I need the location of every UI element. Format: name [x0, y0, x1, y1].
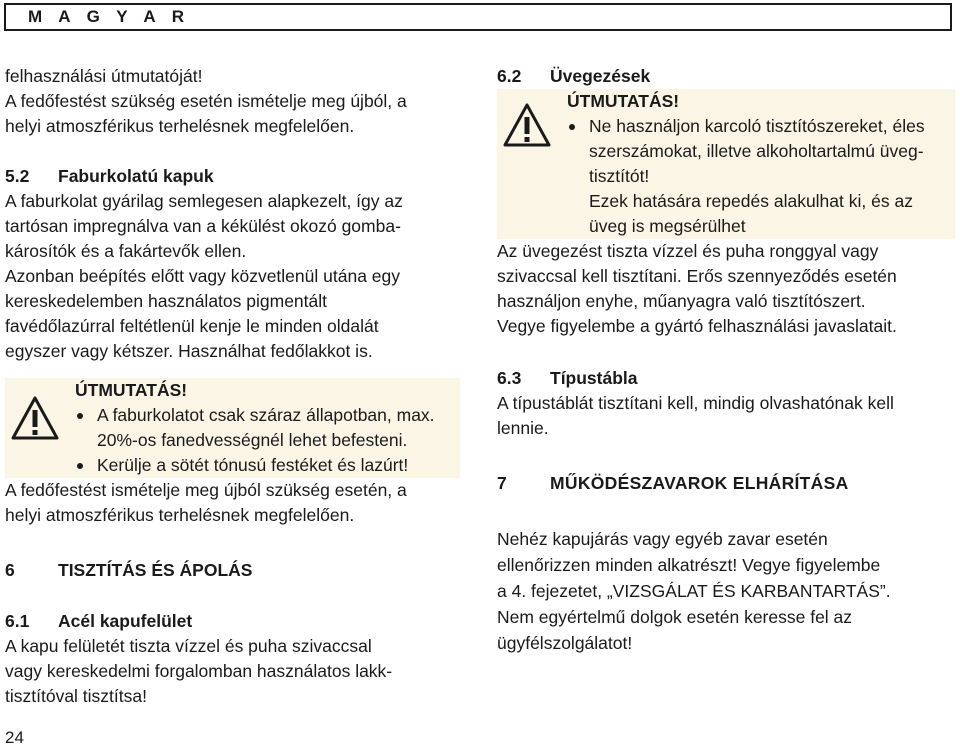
section-6-2-heading: [497, 64, 955, 89]
warning-bullet: Kerülje a sötét tónusú festéket és lazúrt!: [75, 453, 460, 478]
left-column: [5, 64, 460, 709]
section-6-3-heading: [497, 366, 955, 391]
language-header: [4, 3, 952, 31]
language-label: M A G Y A R: [28, 7, 191, 26]
intro-line: A fedőfestést szükség esetén ismételje meg újból, a: [5, 91, 407, 111]
section-7-heading: [497, 471, 955, 496]
warning-bullet: A faburkolatot csak száraz állapotban, max.: [75, 403, 460, 428]
section-number: 6: [5, 560, 15, 580]
section-title: Típustábla: [550, 368, 638, 388]
section-title: Acél kapufelület: [58, 611, 193, 631]
paragraph-line: lennie.: [497, 418, 549, 438]
paragraph-line: károsítók és a fakártevők ellen.: [5, 241, 247, 261]
paragraph-line: Az üvegezést tiszta vízzel és puha ronggyal vagy: [497, 241, 879, 261]
section-title: Faburkolatú kapuk: [58, 166, 214, 186]
paragraph-line: A fedőfestést ismételje meg újból szükség esetén, a: [5, 480, 407, 500]
right-column: [497, 64, 955, 656]
section-6-1-heading: [5, 609, 460, 634]
paragraph-line: A típustáblát tisztítani kell, mindig olvashatónak kell: [497, 393, 894, 413]
paragraph-line: a 4. fejezetet, „VIZSGÁLAT ÉS KARBANTARTÁS”.: [497, 581, 891, 601]
paragraph-line: ellenőrizzen minden alkatrészt! Vegye figyelembe: [497, 555, 881, 575]
warning-box: [5, 378, 460, 478]
section-number: 6.2: [497, 66, 522, 86]
intro-line: helyi atmoszférikus terhelésnek megfelelően.: [5, 116, 355, 136]
warning-bullet-continuation: 20%-os fanedvességnél lehet befesteni.: [97, 430, 408, 450]
paragraph-line: tartósan impregnálva van a kékülést okozó gomba-: [5, 216, 401, 236]
warning-icon: [503, 103, 551, 147]
section-number: 6.3: [497, 368, 522, 388]
warning-bullet: Ne használjon karcoló tisztítószereket, éles: [567, 114, 955, 139]
paragraph-line: egyszer vagy kétszer. Használhat fedőlakkot is.: [5, 341, 373, 361]
paragraph-line: kereskedelemben használatos pigmentált: [5, 291, 327, 311]
paragraph-line: ügyfélszolgálatot!: [497, 633, 633, 653]
section-number: 6.1: [5, 611, 30, 631]
paragraph-line: helyi atmoszférikus terhelésnek megfelelően.: [5, 505, 355, 525]
warning-bullet-continuation: tisztítót!: [589, 166, 650, 186]
paragraph-line: Vegye figyelembe a gyártó felhasználási javaslatait.: [497, 316, 897, 336]
paragraph-line: A kapu felületét tiszta vízzel és puha szivaccsal: [5, 636, 372, 656]
warning-bullet-continuation: üveg is megsérülhet: [589, 216, 746, 236]
warning-title: ÚTMUTATÁS!: [567, 91, 680, 111]
paragraph-line: tisztítóval tisztítsa!: [5, 686, 147, 706]
paragraph-line: Azonban beépítés előtt vagy közvetlenül utána egy: [5, 266, 400, 286]
section-number: 5.2: [5, 166, 30, 186]
paragraph-line: vagy kereskedelmi forgalomban használatos lakk-: [5, 661, 393, 681]
paragraph-line: Nehéz kapujárás vagy egyéb zavar esetén: [497, 529, 828, 549]
warning-box: [497, 89, 955, 239]
warning-bullet-continuation: szerszámokat, illetve alkoholtartalmú üveg-: [589, 141, 924, 161]
paragraph-line: szivaccsal kell tisztítani. Erős szennyeződés esetén: [497, 266, 897, 286]
section-5-2-heading: [5, 164, 460, 189]
paragraph-line: használjon enyhe, műanyagra való tisztítószert.: [497, 291, 866, 311]
section-number: 7: [497, 473, 508, 493]
warning-icon: [11, 396, 59, 440]
paragraph-line: Nem egyértelmű dolgok esetén keresse fel az: [497, 607, 853, 627]
section-6-heading: [5, 558, 460, 583]
section-title: Üvegezések: [550, 66, 651, 86]
paragraph-line: favédőlazúrral feltétlenül kenje le minden oldalát: [5, 316, 379, 336]
paragraph-line: A faburkolat gyárilag semlegesen alapkezelt, így az: [5, 191, 403, 211]
section-title: MŰKÖDÉSZAVAROK ELHÁRÍTÁSA: [550, 473, 849, 493]
page-number: 24: [5, 728, 24, 747]
warning-title: ÚTMUTATÁS!: [75, 380, 188, 400]
section-title: TISZTÍTÁS ÉS ÁPOLÁS: [58, 560, 253, 580]
intro-line: felhasználási útmutatóját!: [5, 66, 203, 86]
warning-bullet-continuation: Ezek hatására repedés alakulhat ki, és az: [589, 191, 913, 211]
